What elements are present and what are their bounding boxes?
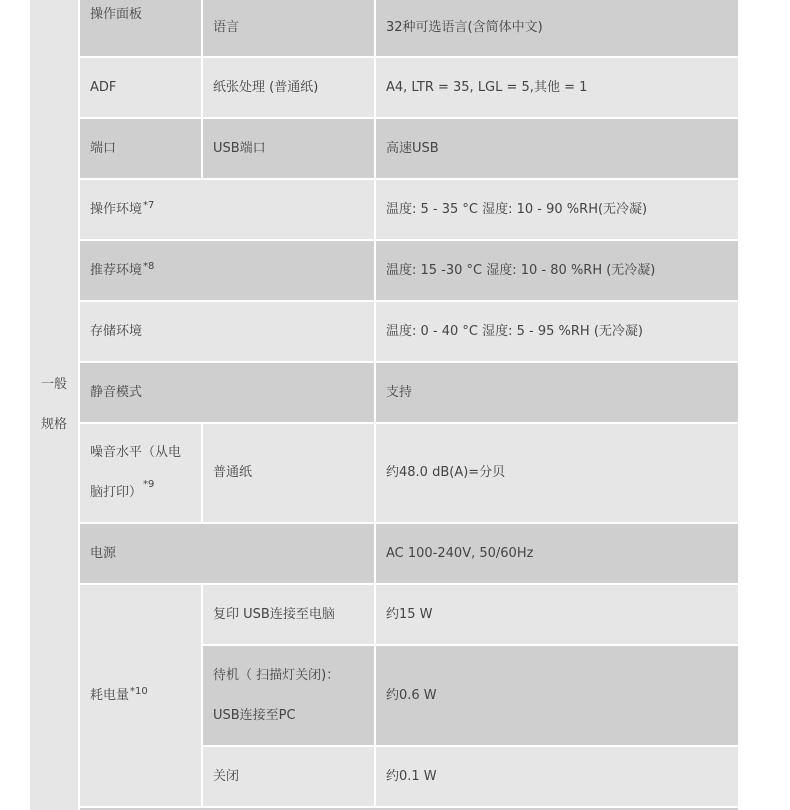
noise-note: *9 (143, 478, 155, 490)
adf-value: A4, LTR = 35, LGL = 5,其他 = 1 (376, 58, 738, 117)
noise-sub: 普通纸 (203, 424, 374, 522)
rec-env-label: 推荐环境 $^{*8}$ (80, 241, 374, 300)
port-sub: USB端口 (203, 119, 374, 178)
rec-env-value: 温度: 15 -30 °C 湿度: 10 - 80 %RH (无冷凝) (376, 241, 738, 300)
noise-label: 噪音水平（从电 脑打印）$^{*9}$ (80, 424, 201, 522)
port-label: 端口 (80, 119, 201, 178)
power-value: AC 100-240V, 50/60Hz (376, 524, 738, 583)
consumption-copy-value: 约15 W (376, 585, 738, 644)
consumption-off-value: 约0.1 W (376, 747, 738, 806)
noise-value: 约48.0 dB(A)=分贝 (376, 424, 738, 522)
adf-sub: 纸张处理 (普通纸) (203, 58, 374, 117)
panel-value: 32种可选语言(含简体中文) (376, 0, 738, 56)
quiet-value: 支持 (376, 363, 738, 422)
consumption-standby-value: 约0.6 W (376, 646, 738, 745)
adf-label: ADF (80, 58, 201, 117)
group-label-line2: 规格 (40, 417, 67, 432)
consumption-copy-sub: 复印 USB连接至电脑 (203, 585, 374, 644)
power-label: 电源 (80, 524, 374, 583)
group-label-line1: 一般 (40, 377, 67, 392)
panel-sub: 语言 (203, 0, 374, 56)
group-cell (30, 0, 78, 810)
spec-table (30, 0, 738, 810)
op-env-value: 温度: 5 - 35 °C 湿度: 10 - 90 %RH(无冷凝) (376, 180, 738, 239)
quiet-label: 静音模式 (80, 363, 374, 422)
consumption-label: 耗电量 $^{*10}$ (80, 585, 201, 806)
consumption-off-sub: 关闭 (203, 747, 374, 806)
store-env-value: 温度: 0 - 40 °C 湿度: 5 - 95 %RH (无冷凝) (376, 302, 738, 361)
port-value: 高速USB (376, 119, 738, 178)
consumption-standby-sub: 待机（ 扫描灯关闭)： USB连接至PC (203, 646, 374, 745)
op-env-label: 操作环境 $^{*7}$ (80, 180, 374, 239)
panel-label: 操作面板 (80, 0, 201, 56)
store-env-label: 存储环境 (80, 302, 374, 361)
